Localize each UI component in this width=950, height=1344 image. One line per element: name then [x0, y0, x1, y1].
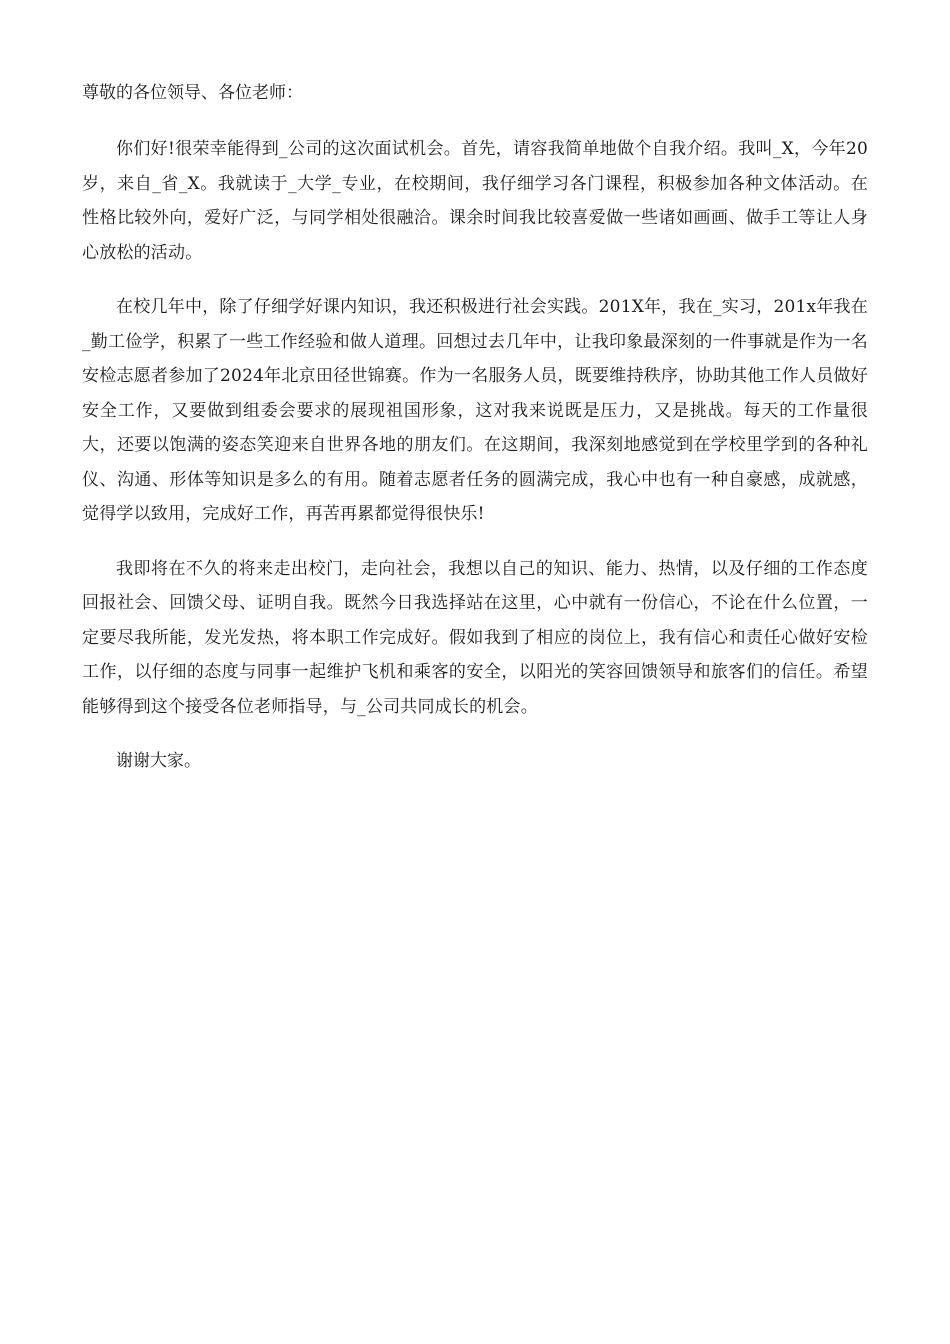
paragraph-aspiration: 我即将在不久的将来走出校门，走向社会，我想以自己的知识、能力、热情，以及仔细的工作态度回报社会、回馈父母、证明自我。既然今日我选择站在这里，心中就有一份信心，不论在什么位置，一定要尽我所能，发光发热，将本职工作完成好。假如我到了相应的岗位上，我有信心和责任心做好安检工作，以仔细的态度与同事一起维护飞机和乘客的安全，以阳光的笑容回馈领导和旅客们的信任。希望能够得到这个接受各位老师指导，与_公司共同成长的机会。 — [82, 558, 868, 717]
paragraph-experience: 在校几年中，除了仔细学好课内知识，我还积极进行社会实践。201X年，我在_实习，201x年我在_勤工俭学，积累了一些工作经验和做人道理。回想过去几年中，让我印象最深刻的一件事就是作为一名安检志愿者参加了2024年北京田径世锦赛。作为一名服务人员，既要维持秩序，协助其他工作人员做好安全工作，又要做到组委会要求的展现祖国形象，这对我来说既是压力，又是挑战。每天的工作量很大，还要以饱满的姿态笑迎来自世界各地的朋友们。在这期间，我深刻地感觉到在学校里学到的各种礼仪、沟通、形体等知识是多么的有用。随着志愿者任务的圆满完成，我心中也有一种自豪感，成就感，觉得学以致用，完成好工作，再苦再累都觉得很快乐! — [82, 297, 868, 524]
salutation: 尊敬的各位领导、各位老师： — [82, 83, 303, 103]
closing-line: 谢谢大家。 — [116, 751, 201, 771]
document-body — [82, 78, 868, 778]
paragraph-introduction: 你们好!很荣幸能得到_公司的这次面试机会。首先，请容我简单地做个自我介绍。我叫_X，今年20岁，来自_省_X。我就读于_大学_专业，在校期间，我仔细学习各门课程，积极参加各种文体活动。在性格比较外向，爱好广泛，与同学相处很融洽。课余时间我比较喜爱做一些诸如画画、做手工等让人身心放松的活动。 — [82, 139, 868, 263]
